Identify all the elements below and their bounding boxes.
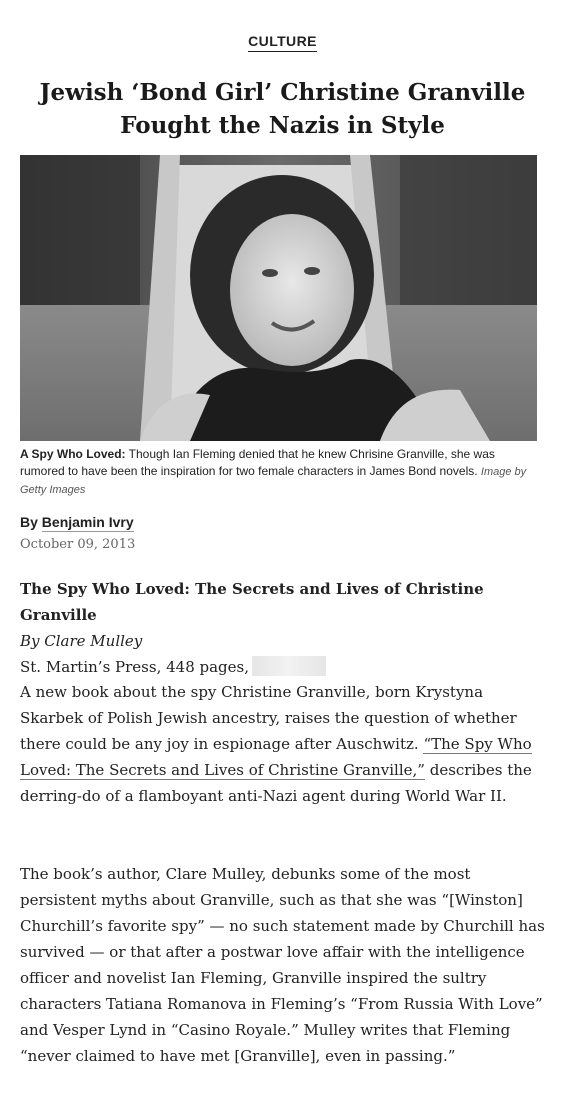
book-link[interactable]: “The Spy Who Loved: The Secrets and Lives of Christine Granville,” (20, 735, 532, 779)
section-label[interactable] (0, 33, 565, 49)
article-headline: Jewish ‘Bond Girl’ Christine Granville Fought the Nazis in Style (39, 79, 526, 139)
author-link[interactable]: Benjamin Ivry (41, 514, 134, 530)
section-link[interactable]: CULTURE (248, 33, 317, 52)
byline-prefix: By (20, 514, 42, 530)
portrait-photo-icon (20, 155, 537, 441)
image-credit: Image by Getty Images (20, 466, 527, 496)
paragraph-1-text-before: A new book about the spy Christine Granville, born Krystyna Skarbek of Polish Jewish ancestry, raises the question of whether there could be any joy in espionage after Auschwitz. (20, 683, 517, 753)
paragraph-1-text-after: describes the derring-do of a flamboyant anti-Nazi agent during World War II. (20, 761, 532, 805)
article-paragraph-1 (20, 679, 545, 809)
book-publisher (20, 654, 545, 680)
price-placeholder (252, 656, 326, 676)
book-info (20, 576, 545, 680)
image-caption (20, 446, 537, 499)
hero-image (20, 155, 537, 441)
caption-text: Though Ian Fleming denied that he knew Chrisine Granville, she was rumored to have been the inspiration for two female characters in James Bond novels. (20, 447, 495, 478)
publish-date: October 09, 2013 (20, 537, 136, 552)
caption-title: A Spy Who Loved: (20, 447, 126, 461)
article-paragraph-2: The book’s author, Clare Mulley, debunks some of the most persistent myths about Granville, such as that she was “[Winston] Churchill’s favorite spy” — no such statement made by Churchill has survived — or that after a postwar love affair with the intelligence officer and novelist Ian Fleming, Granville inspired the sultry characters Tatiana Romanova in Fleming’s “From Russia With Love” and Vesper Lynd in “Casino Royale.” Mulley writes that Fleming “never claimed to have met [Granville], even in passing.” (20, 865, 545, 1065)
book-author: By Clare Mulley (20, 632, 143, 650)
publisher-pages: St. Martin’s Press, 448 pages, (20, 658, 249, 676)
byline (20, 514, 134, 530)
book-title: The Spy Who Loved: The Secrets and Lives of Christine Granville (20, 580, 484, 624)
